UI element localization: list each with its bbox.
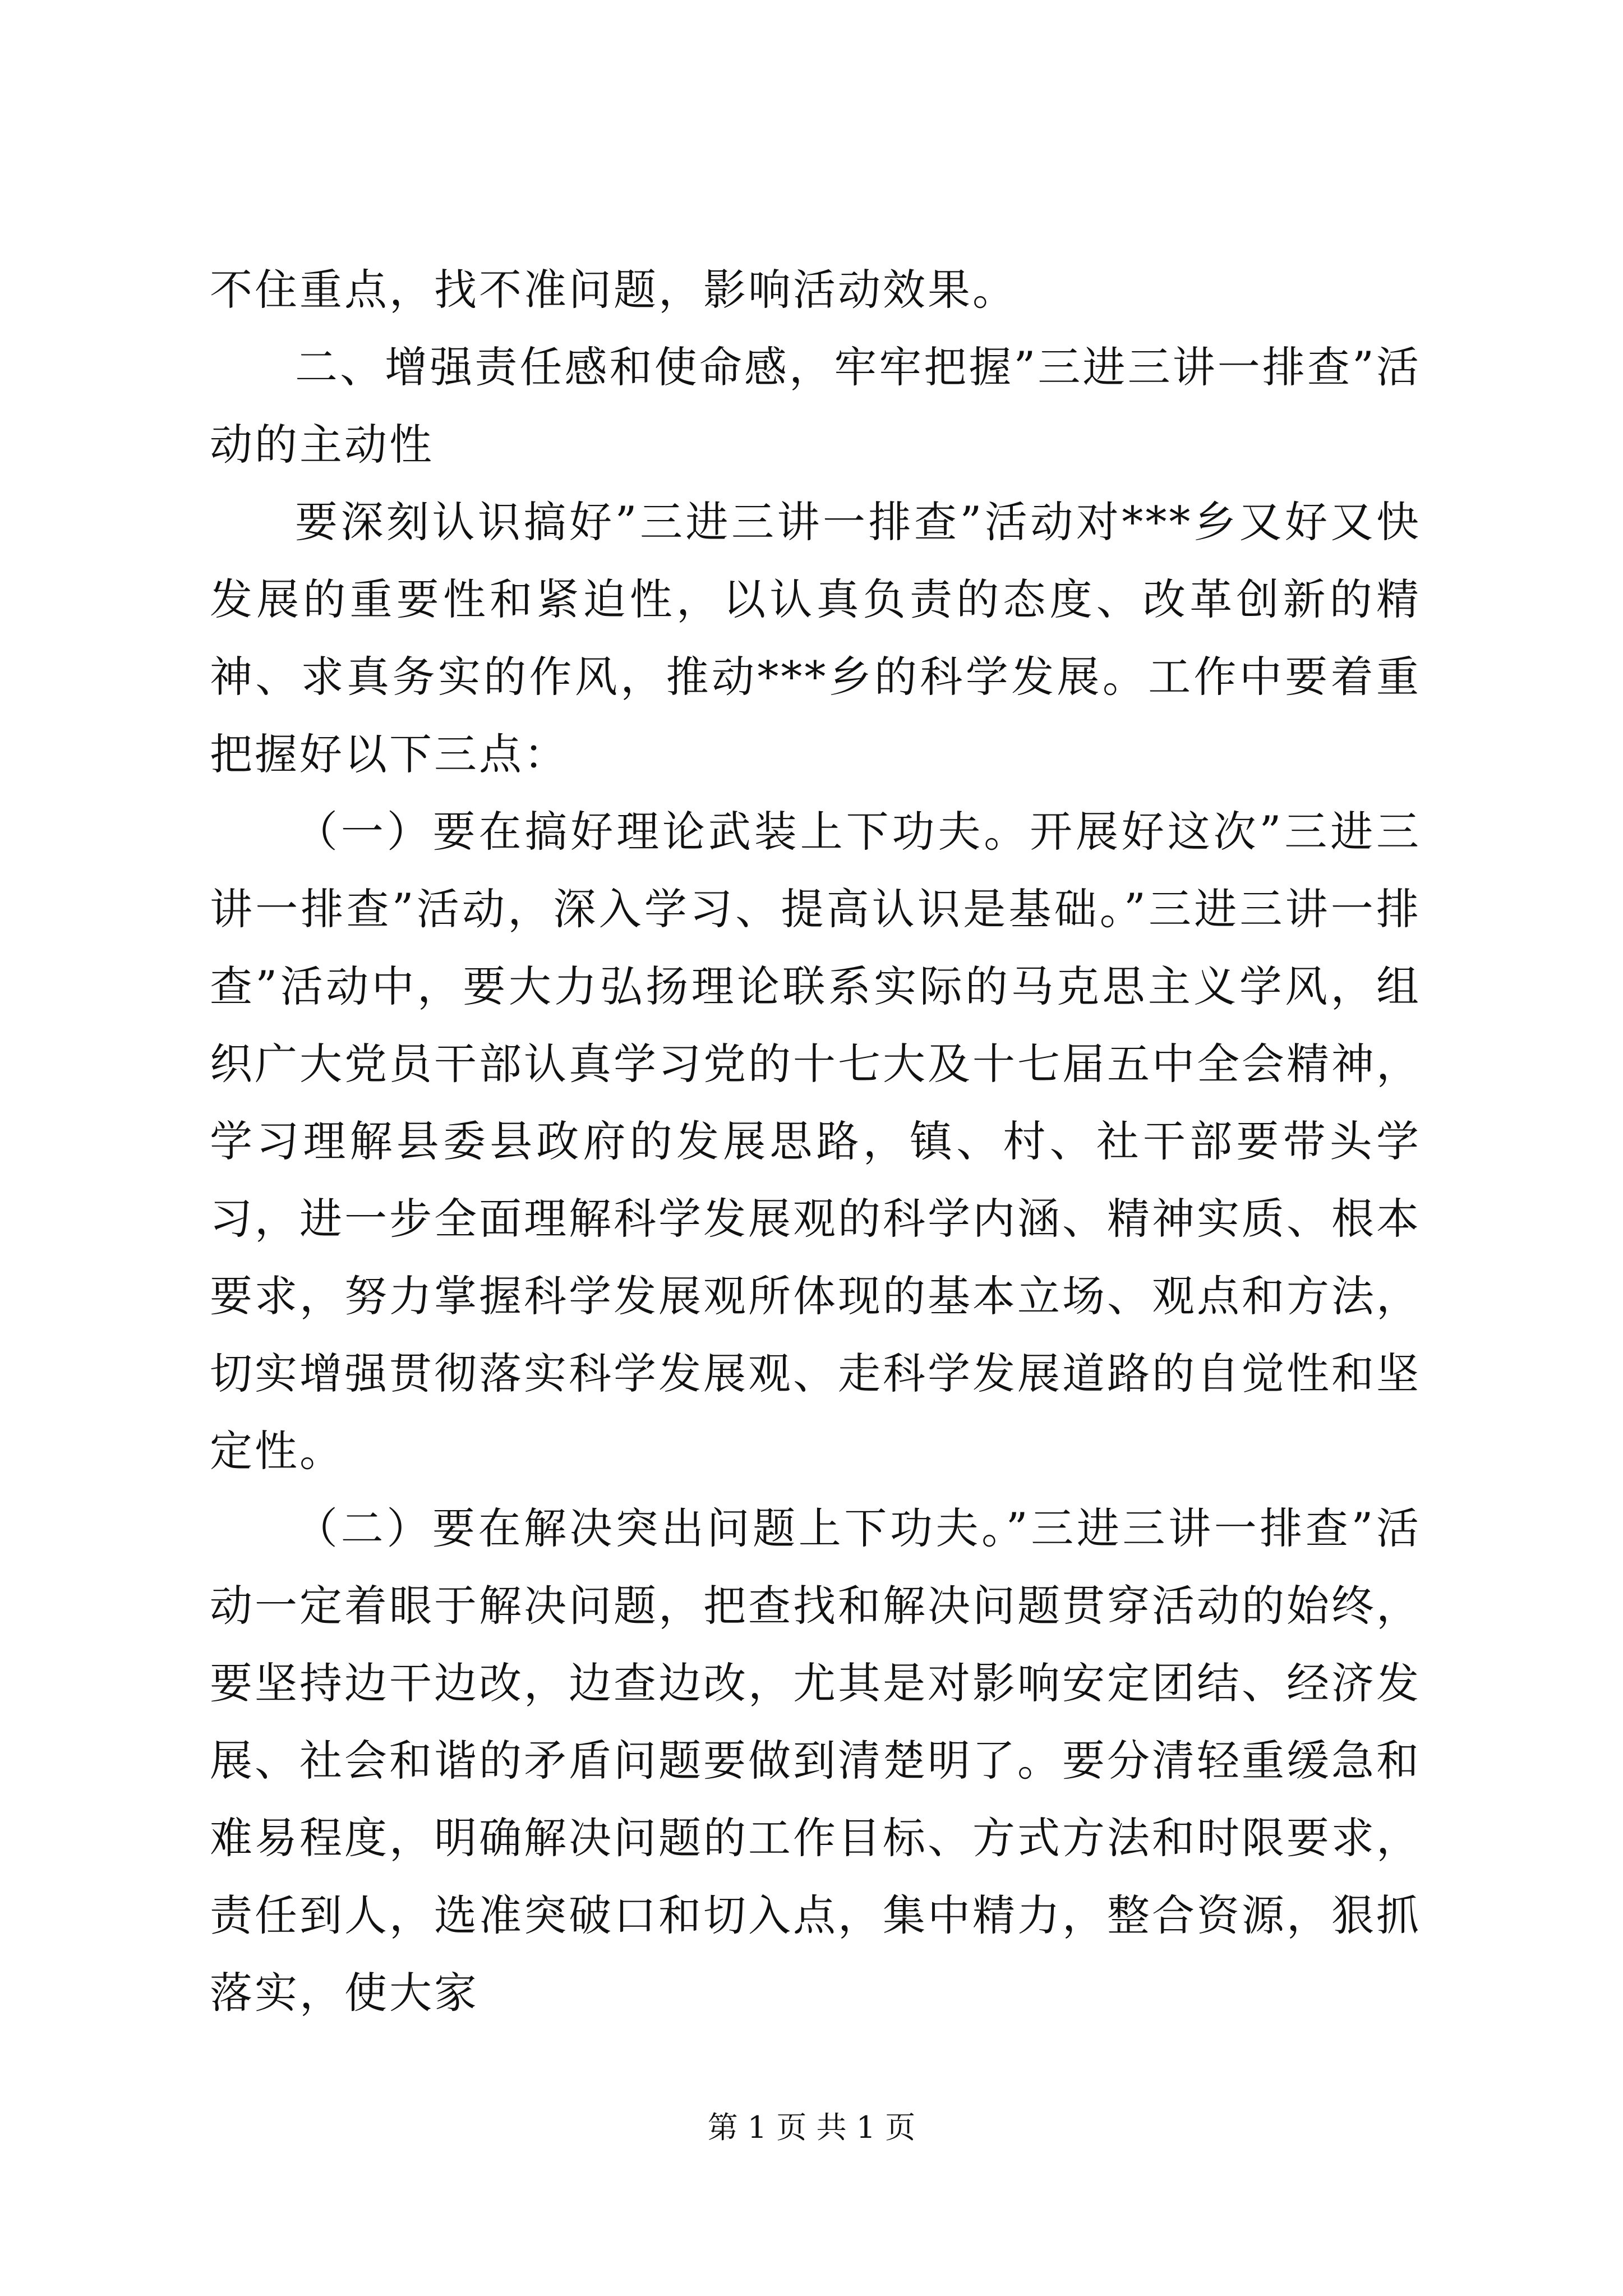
paragraph-intro: 要深刻认识搞好”三进三讲一排查”活动对***乡又好又快发展的重要性和紧迫性，以认真负责的态度、改革创新的精神、求真务实的作风，推动***乡的科学发展。工作中要着重把握好以下三点： xyxy=(210,497,1421,779)
paragraph-point-1: （一）要在搞好理论武装上下功夫。开展好这次”三进三讲一排查”活动，深入学习、提高认识是基础。”三进三讲一排查”活动中，要大力弘扬理论联系实际的马克思主义学风，组织广大党员干部认真学习党的十七大及十七届五中全会精神，学习理解县委县政府的发展思路，镇、村、社干部要带头学习，进一步全面理解科学发展观的科学内涵、精神实质、根本要求，努力掌握科学发展观所体现的基本立场、观点和方法，切实增强贯彻落实科学发展观、走科学发展道路的自觉性和坚定性。 xyxy=(210,807,1421,1476)
paragraph-point-2: （二）要在解决突出问题上下功夫。”三进三讲一排查”活动一定着眼于解决问题，把查找和解决问题贯穿活动的始终，要坚持边干边改，边查边改，尤其是对影响安定团结、经济发展、社会和谐的矛盾问题要做到清楚明了。要分清轻重缓急和难易程度，明确解决问题的工作目标、方式方法和时限要求，责任到人，选准突破口和切入点，集中精力，整合资源，狠抓落实，使大家 xyxy=(210,1503,1421,2018)
document-body xyxy=(210,251,1421,2032)
page-footer: 第 1 页 共 1 页 xyxy=(707,2110,916,2145)
paragraph-continuation: 不住重点，找不准问题，影响活动效果。 xyxy=(210,265,1017,315)
section-heading-2: 二、增强责任感和使命感，牢牢把握”三进三讲一排查”活动的主动性 xyxy=(210,342,1421,470)
